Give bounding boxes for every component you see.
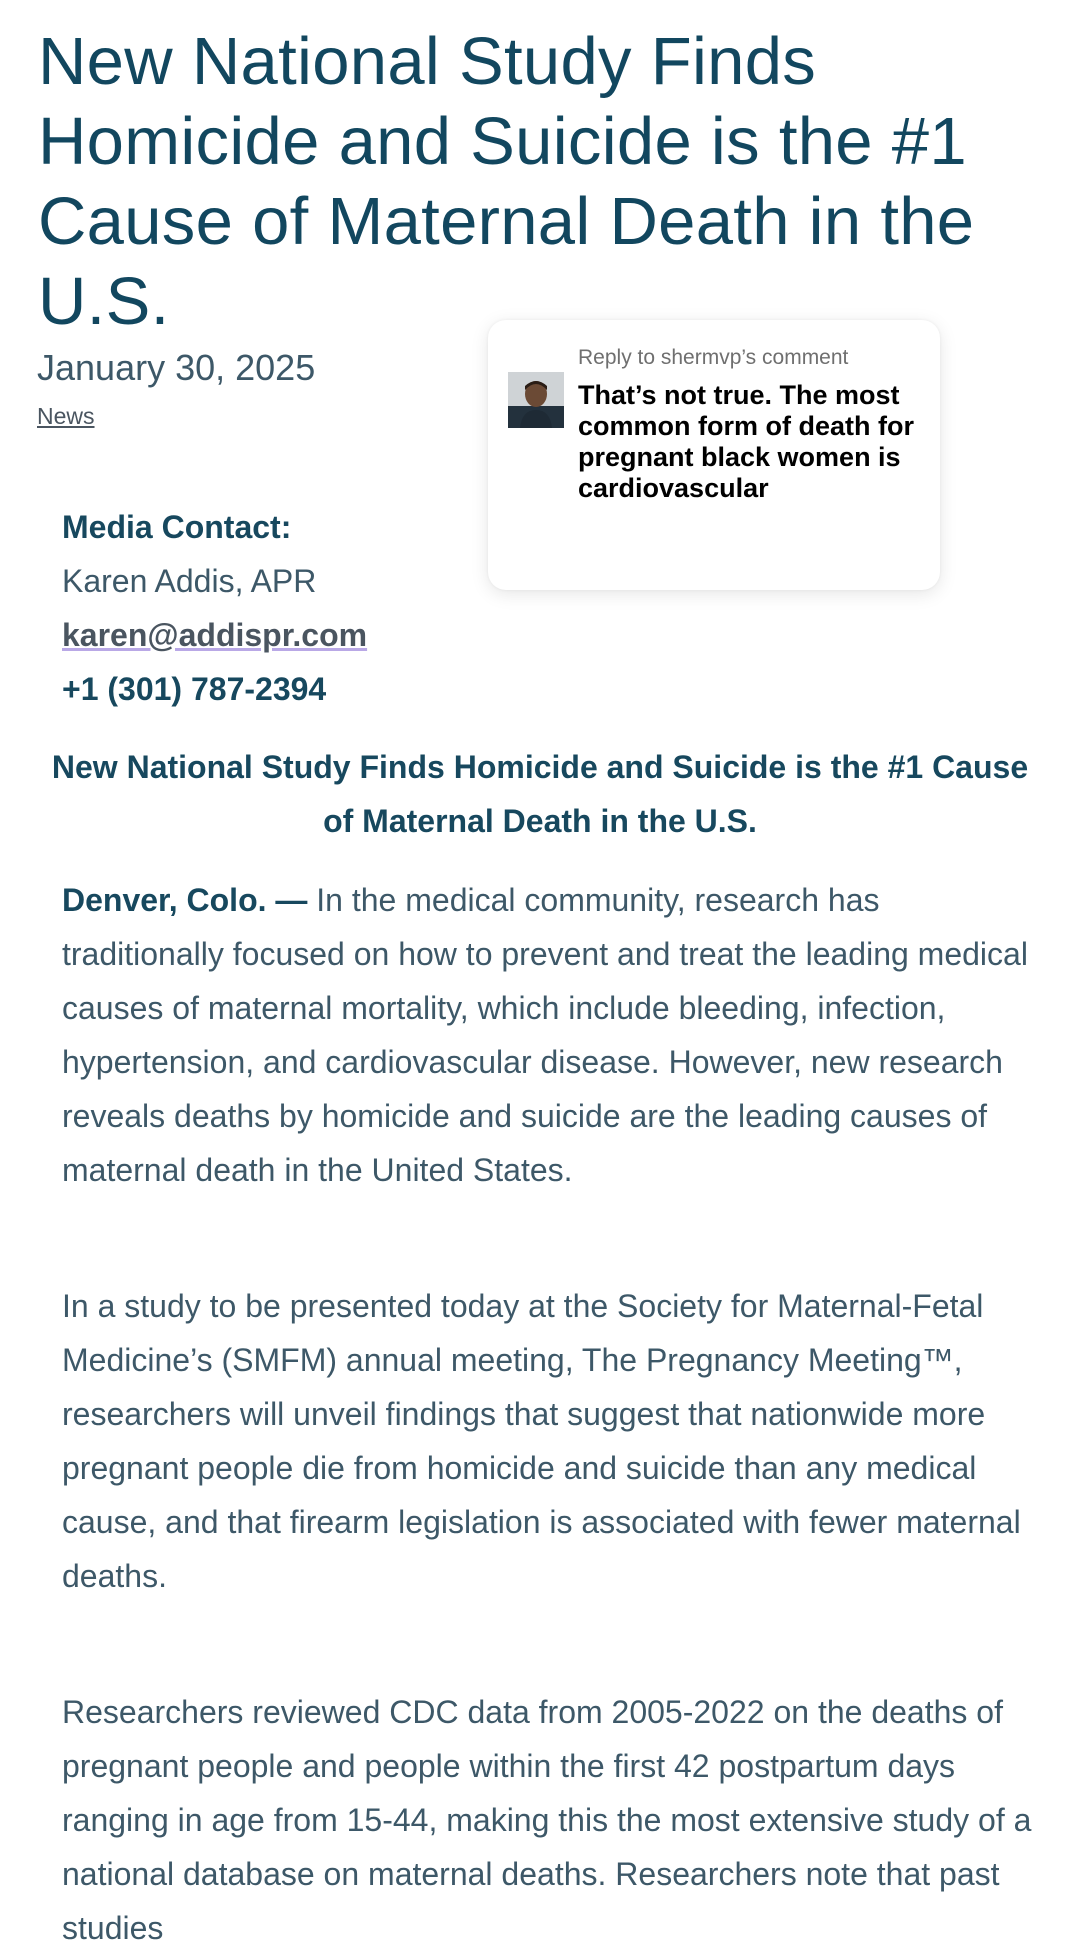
reply-to-label: Reply to shermvp’s comment	[578, 346, 849, 369]
reply-comment-card[interactable]	[488, 320, 940, 590]
user-avatar-icon[interactable]	[508, 372, 564, 428]
article-title: New National Study Finds Homicide and Suicide is the #1 Cause of Maternal Death in the U.S.	[38, 24, 975, 339]
media-contact-name: Karen Addis, APR	[62, 563, 317, 599]
category-link-news[interactable]: News	[37, 403, 95, 429]
article-paragraph: In a study to be presented today at the Society for Maternal-Fetal Medicine’s (SMFM) annual meeting, The Pregnancy Meeting™, researchers will unveil findings that suggest that nationwide more pregnant people die from homicide and suicide than any medical cause, and that firearm legislation is associated with fewer maternal deaths.	[62, 1288, 1021, 1594]
media-contact-label: Media Contact:	[62, 509, 292, 545]
article-paragraph	[62, 873, 1042, 1197]
media-contact-phone: +1 (301) 787-2394	[62, 671, 327, 707]
media-contact-email-link[interactable]: karen@addispr.com	[62, 617, 368, 653]
dateline: Denver, Colo. —	[62, 882, 308, 918]
media-contact	[62, 500, 492, 716]
article-subtitle: New National Study Finds Homicide and Suicide is the #1 Cause of Maternal Death in the U.S.	[51, 749, 1029, 839]
paragraph-text: In the medical community, research has traditionally focused on how to prevent and treat the leading medical causes of maternal mortality, which include bleeding, infection, hypertension, and cardiovascular disease. However, new research reveals deaths by homicide and suicide are the leading causes of maternal death in the United States.	[62, 882, 1028, 1188]
article-date: January 30, 2025	[37, 347, 316, 388]
comment-text: That’s not true. The most common form of death for pregnant black women is cardiovascular	[578, 380, 914, 503]
article-paragraph: Researchers reviewed CDC data from 2005-2022 on the deaths of pregnant people and people within the first 42 postpartum days ranging in age from 15-44, making this the most extensive study of a national database on maternal deaths. Researchers note that past studies	[62, 1694, 1032, 1946]
